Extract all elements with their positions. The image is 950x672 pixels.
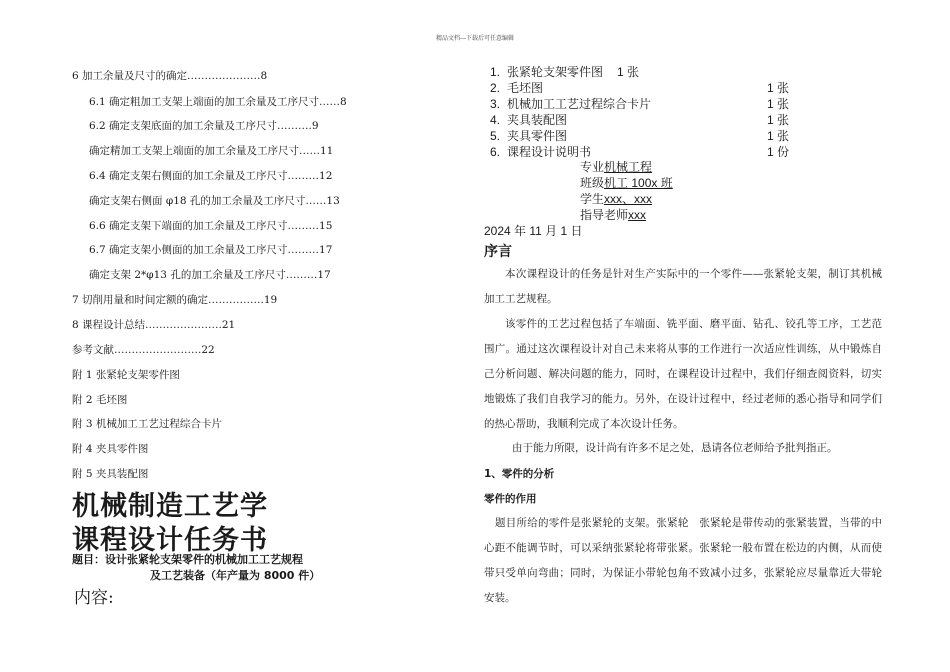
toc-item: 6.1 确定粗加工支架上端面的加工余量及工序尺寸……8 bbox=[89, 96, 347, 108]
list-item bbox=[490, 127, 790, 143]
toc-item: 附 2 毛坯图 bbox=[72, 394, 128, 406]
preface-paragraph-3: 由于能力所限，设计尚有许多不足之处，恳请各位老师给予批判指正。 bbox=[512, 442, 838, 454]
toc-item: 6.7 确定支架小侧面的加工余量及工序尺寸………17 bbox=[89, 244, 333, 256]
student-value: xxx、xxx bbox=[604, 192, 653, 206]
item-name: 毛坯图 bbox=[507, 81, 544, 95]
toc-item: 确定精加工支架上端面的加工余量及工序尺寸……11 bbox=[89, 145, 334, 157]
advisor-label: 指导老师 bbox=[580, 208, 629, 222]
item-count: 1 份 bbox=[767, 145, 790, 159]
subsection-heading: 零件的作用 bbox=[484, 493, 537, 505]
toc-item: 8 课程设计总结………………….21 bbox=[72, 319, 236, 331]
preface-paragraph-1: 本次课程设计的任务是针对生产实际中的一个零件——张紧轮支架，制订其机械加工工艺规程。 bbox=[484, 268, 882, 305]
item-number: 1. bbox=[490, 65, 501, 79]
document-title-line1: 机械制造工艺学 bbox=[72, 491, 268, 522]
item-count: 1 张 bbox=[767, 97, 790, 111]
document-date: 2024 年 11 月 1 日 bbox=[484, 224, 583, 238]
item-count: 1 张 bbox=[617, 65, 640, 79]
preface-heading: 序言 bbox=[484, 244, 512, 260]
major-label: 专业 bbox=[580, 160, 605, 174]
student-line bbox=[580, 190, 652, 207]
toc-item: 6.6 确定支架下端面的加工余量及工序尺寸………15 bbox=[89, 220, 333, 232]
item-number: 6. bbox=[490, 145, 501, 159]
toc-item: 6 加工余量及尺寸的确定…………………8 bbox=[72, 70, 268, 82]
item-count: 1 张 bbox=[767, 129, 790, 143]
topic-line2: 及工艺装备（年产量为 8000 件） bbox=[150, 569, 321, 582]
list-item bbox=[490, 79, 790, 95]
toc-item: 附 1 张紧轮支架零件图 bbox=[72, 369, 180, 381]
list-item bbox=[490, 63, 651, 79]
item-name: 张紧轮支架零件图 bbox=[507, 65, 604, 79]
item-name: 课程设计说明书 bbox=[507, 145, 592, 159]
class-label: 班级 bbox=[580, 176, 605, 190]
item-name: 夹具装配图 bbox=[507, 113, 568, 127]
toc-item: 附 4 夹具零件图 bbox=[72, 443, 149, 455]
list-item bbox=[490, 143, 790, 159]
class-line bbox=[580, 174, 673, 191]
toc-item: 确定支架 2*φ13 孔的加工余量及工序尺寸………17 bbox=[89, 269, 331, 281]
advisor-line bbox=[580, 206, 646, 223]
toc-item: 7 切削用量和时间定额的确定…………….19 bbox=[72, 294, 278, 306]
major-line bbox=[580, 158, 652, 175]
list-item bbox=[490, 95, 790, 111]
item-count: 1 张 bbox=[767, 113, 790, 127]
advisor-value: xxx bbox=[628, 208, 647, 222]
toc-item: 确定支架右侧面 φ18 孔的加工余量及工序尺寸……13 bbox=[89, 195, 340, 207]
toc-item: 6.4 确定支架右侧面的加工余量及工序尺寸………12 bbox=[89, 170, 333, 182]
section-heading: 1、零件的分析 bbox=[484, 468, 555, 480]
class-value: 机工 100x 班 bbox=[604, 176, 673, 190]
content-label: 内容: bbox=[74, 588, 114, 608]
item-count: 1 张 bbox=[767, 81, 790, 95]
item-number: 5. bbox=[490, 129, 501, 143]
document-title-line2: 课程设计任务书 bbox=[72, 525, 268, 556]
toc-item: 6.2 确定支架底面的加工余量及工序尺寸……….9 bbox=[89, 120, 319, 132]
preface-paragraph-2: 该零件的工艺过程包括了车端面、铣平面、磨平面、钻孔、铰孔等工序，工艺范围广。通过这次课程设计对自己未来将从事的工作进行一次适应性训练，从中锻炼自己分析问题、解决问题的能力，同时，在课程设计过程中，我们仔细查阅资料，切实地锻炼了我们自我学习的能力。另外，在设计过程中，经过老师的悉心指导和同学们的热心帮助，我顺利完成了本次设计任务。 bbox=[484, 318, 882, 430]
major-value: 机械工程 bbox=[604, 160, 653, 174]
student-label: 学生 bbox=[580, 192, 605, 206]
part-function-paragraph: 题目所给的零件是张紧轮的支架。张紧轮 张紧轮是带传动的张紧装置，当带的中心距不能调节时，可以采纳张紧轮将带张紧。张紧轮一般布置在松边的内侧，从而使带只受单向弯曲；同时，为保证小带轮包角不致减小过多，张紧轮应尽量靠近大带轮安装。 bbox=[484, 517, 882, 604]
item-number: 4. bbox=[490, 113, 501, 127]
toc-item: 附 5 夹具装配图 bbox=[72, 468, 149, 480]
item-name: 夹具零件图 bbox=[507, 129, 568, 143]
toc-item: 参考文献…………………….22 bbox=[72, 344, 215, 356]
item-number: 3. bbox=[490, 97, 501, 111]
item-name: 机械加工工艺过程综合卡片 bbox=[507, 97, 652, 111]
page-header: 精品文档---下载后可任意编辑 bbox=[435, 35, 515, 42]
list-item bbox=[490, 111, 790, 127]
toc-item: 附 3 机械加工工艺过程综合卡片 bbox=[72, 418, 222, 430]
topic-line1: 题目：设计张紧轮支架零件的机械加工工艺规程 bbox=[72, 553, 303, 566]
item-number: 2. bbox=[490, 81, 501, 95]
deliverables-list bbox=[490, 63, 790, 159]
